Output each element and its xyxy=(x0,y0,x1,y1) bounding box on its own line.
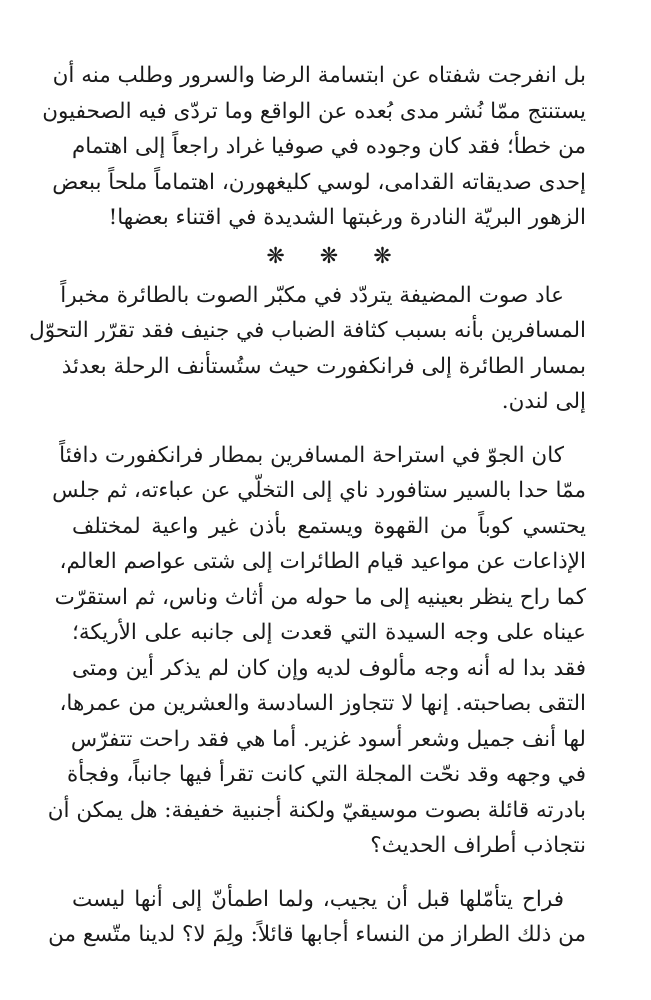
text-line: نتجاذب أطراف الحديث؟ xyxy=(370,833,586,858)
text-line: بادرته قائلة بصوت موسيقيّ ولكنة أجنبية خفيفة: هل يمكن أن xyxy=(47,797,586,823)
text-line: ممّا حدا بالسير ستافورد ناي إلى التخلّي عن عباءته، ثم جلس xyxy=(52,478,586,503)
text-line: كما راح ينظر بعينيه إلى ما حوله من أثاث وناس، ثم استقرّت xyxy=(54,584,586,610)
paragraph-gap xyxy=(72,420,586,438)
text-line: من ذلك الطراز من النساء أجابها قائلاً: ولِمَ لا؟ لدينا متّسع من xyxy=(48,922,586,947)
text-line: بمسار الطائرة إلى فرانكفورت حيث ستُستأنف الرحلة بعدئذ xyxy=(61,353,586,379)
text-line: كان الجوّ في استراحة المسافرين بمطار فرانكفورت دافئاً xyxy=(59,442,564,468)
text-line: يحتسي كوباً من القهوة ويستمع بأذن غير واعية لمختلف xyxy=(72,513,586,539)
text-line: إلى لندن. xyxy=(501,389,586,414)
text-line: عيناه على وجه السيدة التي قعدت إلى جانبه على الأريكة؛ xyxy=(72,620,586,645)
paragraph-4 xyxy=(48,882,586,953)
text-line: إحدى صديقاته القدامى، لوسي كليغهورن، اهتماماً ملحاً ببعض xyxy=(52,169,586,195)
section-separator: ❋ ❋ ❋ xyxy=(266,243,406,269)
text-line: عاد صوت المضيفة يتردّد في مكبّر الصوت بالطائرة مخبراً xyxy=(60,282,564,308)
text-line: في وجهه وقد نحّت المجلة التي كانت تقرأ فيها جانباً، وفجأة xyxy=(67,762,586,787)
text-line: من خطأ؛ فقد كان وجوده في صوفيا غراد راجعاً إلى اهتمام xyxy=(72,134,586,159)
paragraph-2 xyxy=(29,278,586,420)
paragraph-gap xyxy=(72,864,586,882)
paragraph-3 xyxy=(47,438,586,864)
text-line: فقد بدا له أنه وجه مألوف لديه وإن كان لم يذكر أين ومتى xyxy=(72,655,586,681)
text-line: التقى بصاحبته. إنها لا تتجاوز السادسة والعشرين من عمرها، xyxy=(59,691,586,716)
text-line: بل انفرجت شفتاه عن ابتسامة الرضا والسرور وطلب منه أن xyxy=(52,63,586,88)
text-line: الإذاعات عن مواعيد قيام الطائرات إلى شتى عواصم العالم، xyxy=(59,549,586,574)
text-line: يستنتج ممّا نُشر مدى بُعده عن الواقع وما تردّى فيه الصحفيون xyxy=(42,98,586,124)
text-line: فراح يتأمّلها قبل أن يجيب، ولما اطمأنّ إلى أنها ليست xyxy=(72,886,564,912)
book-page xyxy=(29,58,586,953)
text-line: لها أنف جميل وشعر أسود غزير. أما هي فقد راحت تتفرّس xyxy=(70,726,586,752)
paragraph-1 xyxy=(42,58,586,236)
text-line: الزهور البريّة النادرة ورغبتها الشديدة في اقتناء بعضها! xyxy=(108,205,586,230)
text-line: المسافرين بأنه بسبب كثافة الضباب في جنيف فقد تقرّر التحوّل xyxy=(29,318,586,343)
